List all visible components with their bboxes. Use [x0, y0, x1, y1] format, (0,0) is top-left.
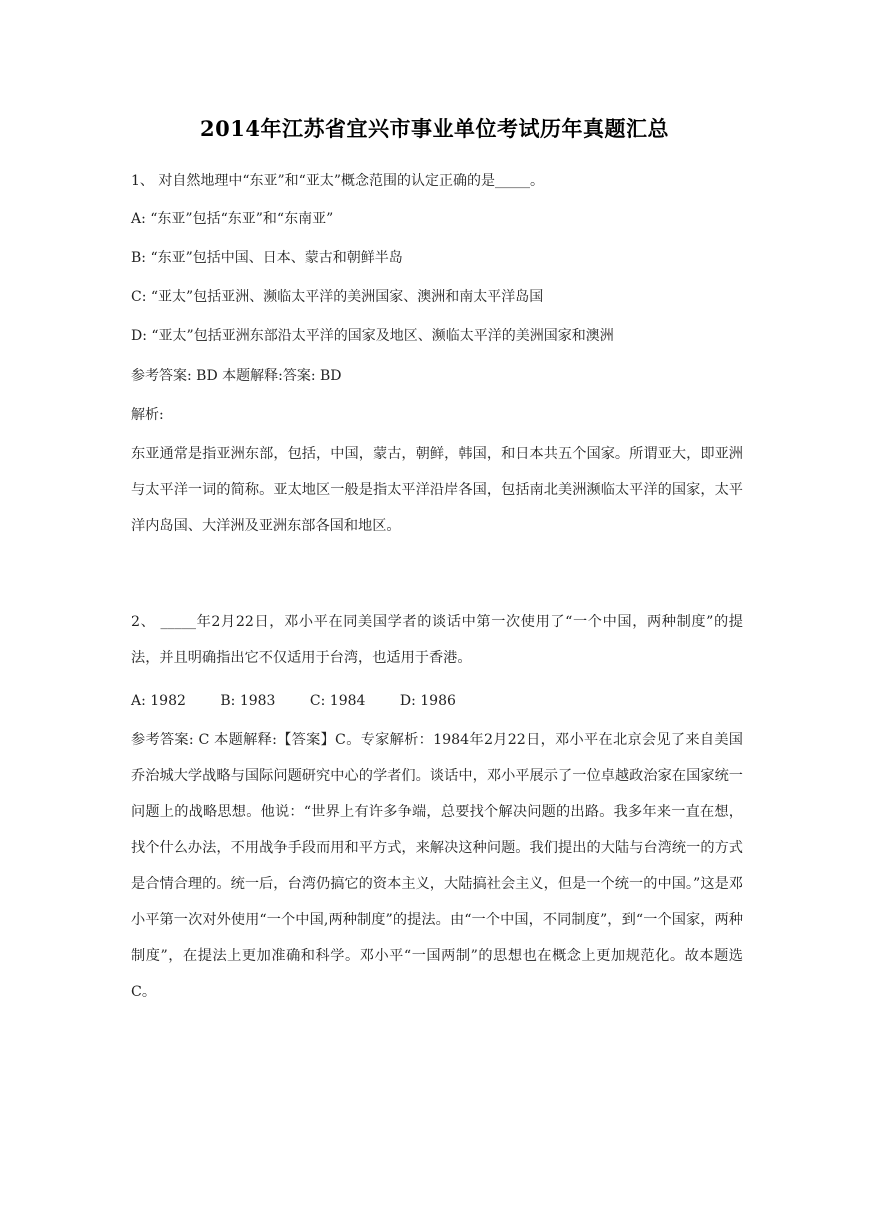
question-1-analysis: 东亚通常是指亚洲东部，包括，中国，蒙古，朝鲜，韩国，和日本共五个国家。所谓亚大，即亚洲与太平洋一词的简称。亚太地区一般是指太平洋沿岸各国，包括南北美洲濒临太平洋的国家，太平洋内岛国、大洋洲及亚洲东部各国和地区。 [131, 446, 743, 534]
question-2-option-c: C: 1984 [309, 693, 366, 709]
question-1-option-b: B: “东亚”包括中国、日本、蒙古和朝鲜半岛 [131, 250, 403, 266]
question-2-option-b: B: 1983 [220, 693, 276, 709]
question-1-option-d: D: “亚太”包括亚洲东部沿太平洋的国家及地区、濒临太平洋的美洲国家和澳洲 [131, 328, 614, 344]
question-1-analysis-label: 解析: [131, 407, 164, 423]
question-1-option-a: A: “东亚”包括“东亚”和“东南亚” [131, 211, 334, 227]
question-2-options [131, 691, 486, 711]
question-2-option-a: A: 1982 [131, 693, 186, 709]
question-2-option-d: D: 1986 [399, 693, 456, 709]
document-title: 2014年江苏省宜兴市事业单位考试历年真题汇总 [200, 116, 669, 141]
question-2-answer: 参考答案: C 本题解释:【答案】C。专家解析：1984年2月22日，邓小平在北京会见了来自美国乔治城大学战略与国际问题研究中心的学者们。谈话中，邓小平展示了一位卓越政治家在国家统一问题上的战略思想。他说：“世界上有许多争端，总要找个解决问题的出路。我多年来一直在想，找个什么办法，不用战争手段而用和平方式，来解决这种问题。我们提出的大陆与台湾统一的方式是合情合理的。统一后，台湾仍搞它的资本主义，大陆搞社会主义，但是一个统一的中国。”这是邓小平第一次对外使用“一个中国,两种制度”的提法。由“一个中国，不同制度”，到“一个国家，两种制度”，在提法上更加准确和科学。邓小平“一国两制”的思想也在概念上更加规范化。故本题选C。 [131, 732, 743, 1000]
question-2-stem: 2、 _____年2月22日，邓小平在同美国学者的谈话中第一次使用了“一个中国，两种制度”的提法，并且明确指出它不仅适用于台湾，也适用于香港。 [131, 614, 743, 666]
question-1-option-c: C: “亚太”包括亚洲、濒临太平洋的美洲国家、澳洲和南太平洋岛国 [131, 289, 544, 305]
question-1-stem: 1、 对自然地理中“东亚”和“亚太”概念范围的认定正确的是_____。 [131, 173, 544, 189]
question-1-answer: 参考答案: BD 本题解释:答案: BD [131, 368, 342, 384]
